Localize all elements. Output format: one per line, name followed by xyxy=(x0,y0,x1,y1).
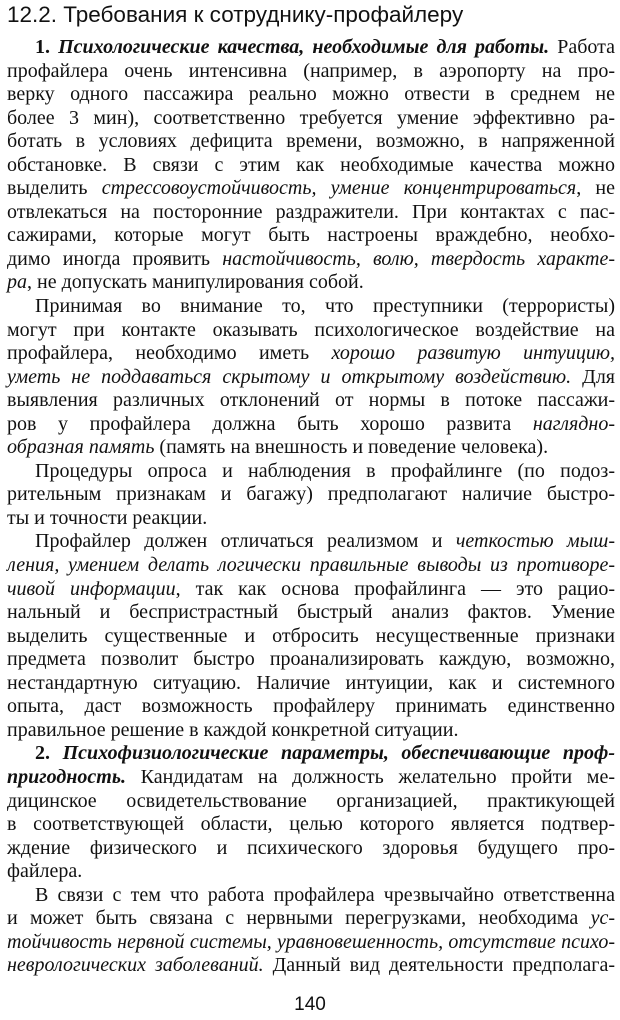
text-line xyxy=(7,483,615,507)
text-run: Работа xyxy=(549,36,615,58)
text-run: четкостью мыш- xyxy=(455,530,615,553)
text-line xyxy=(7,884,615,908)
text-run: ты и точности реакции. xyxy=(7,506,208,529)
text-line xyxy=(7,766,615,790)
text-line xyxy=(7,578,615,602)
text-run: , не xyxy=(576,177,615,200)
text-line xyxy=(7,554,615,578)
text-run: (память на внешность и поведение человека). xyxy=(154,436,549,459)
text-line xyxy=(7,366,615,390)
text-run: уметь не поддаваться скрытому и открытому воздействию. xyxy=(7,365,572,388)
text-line xyxy=(7,954,615,978)
text-run: Профайлер должен отличаться реализмом и xyxy=(35,530,456,553)
text-line xyxy=(7,860,615,884)
text-run: стрессовоустойчивость, умение концентрироваться xyxy=(101,177,577,200)
text-run: профайлера очень интенсивна (например, в аэропорту на про- xyxy=(7,59,615,82)
text-line xyxy=(7,790,615,814)
text-line xyxy=(7,625,615,649)
text-run: более 3 мин), соответственно требуется умение эффективно ра- xyxy=(7,106,615,129)
text-run: профайлера, необходимо иметь xyxy=(7,342,332,365)
text-line xyxy=(7,295,615,319)
text-run: димо иногда проявить xyxy=(7,247,223,270)
text-line xyxy=(7,695,615,719)
body-text xyxy=(7,36,615,978)
text-line xyxy=(7,154,615,178)
text-run: наглядно- xyxy=(532,412,615,435)
text-line xyxy=(7,248,615,272)
text-run: ус- xyxy=(590,907,615,930)
text-run: в соответствующей области, целью которого является подтвер- xyxy=(7,813,615,836)
text-run: , так как основа профайлинга — это рацио- xyxy=(175,577,615,600)
text-line xyxy=(7,907,615,931)
text-line xyxy=(7,460,615,484)
text-run: ждение физического и психического здоровья будущего про- xyxy=(7,836,615,859)
text-line xyxy=(7,177,615,201)
text-run: В связи с тем что работа профайлера чрезвычайно ответственна xyxy=(35,883,615,906)
text-run: выявления различных отклонений от нормы в потоке пассажи- xyxy=(7,389,615,412)
text-line xyxy=(7,601,615,625)
text-line xyxy=(7,413,615,437)
text-line xyxy=(7,837,615,861)
text-run: 2. xyxy=(35,742,63,765)
text-line xyxy=(7,507,615,531)
text-line xyxy=(7,389,615,413)
text-line xyxy=(7,813,615,837)
text-run: тойчивость нервной системы, уравновешенность, отсутствие психо- xyxy=(7,930,615,953)
text-line xyxy=(7,931,615,955)
text-line xyxy=(7,342,615,366)
text-line xyxy=(7,742,615,766)
text-run: ботать в условиях дефицита времени, возможно, в напряженной xyxy=(7,130,615,153)
text-line xyxy=(7,271,615,295)
text-run: дицинское освидетельствование организацией, практикующей xyxy=(7,789,615,812)
text-run: файлера. xyxy=(7,860,83,883)
text-run: неврологических заболеваний. xyxy=(7,954,264,977)
text-run: отвлекаться на посторонние раздражители. При контактах с пас- xyxy=(7,200,615,223)
text-run: Данный вид деятельности предполага- xyxy=(263,954,615,977)
text-line xyxy=(7,83,615,107)
text-run: нестандартную ситуацию. Наличие интуиции, как и системного xyxy=(7,671,615,694)
text-run: обстановке. В связи с этим как необходимые качества можно xyxy=(7,153,615,176)
text-run: Кандидатам на должность желательно пройти ме- xyxy=(125,765,615,788)
text-run: Психологические качества, необходимые для работы. xyxy=(58,36,550,58)
text-run: образная память xyxy=(7,436,155,459)
text-line xyxy=(7,530,615,554)
text-run: опыта, даст возможность профайлеру принимать единственно xyxy=(7,695,615,718)
text-line xyxy=(7,36,615,60)
text-run: могут при контакте оказывать психологическое воздействие на xyxy=(7,318,615,341)
text-run: хорошо развитую интуицию, xyxy=(331,342,615,365)
text-run: и может быть связана с нервными перегрузками, необходима xyxy=(7,907,591,930)
text-line xyxy=(7,672,615,696)
text-run: Для xyxy=(571,365,615,388)
text-run: верку одного пассажира реально можно отвести в среднем не xyxy=(7,83,615,106)
text-run: рительным признакам и багажу) предполагают наличие быстро- xyxy=(7,483,615,506)
text-run: выделить существенные и отбросить несущественные признаки xyxy=(7,624,615,647)
text-line xyxy=(7,60,615,84)
text-run: ра xyxy=(7,271,27,294)
text-run: Психофизиологические параметры, обеспечивающие проф- xyxy=(62,742,615,765)
section-heading: 12.2. Требования к сотруднику-профайлеру xyxy=(7,2,464,27)
text-run: нальный и беспристрастный быстрый анализ фактов. Умение xyxy=(7,601,615,624)
text-line xyxy=(7,648,615,672)
text-run: ров у профайлера должна быть хорошо развита xyxy=(7,412,533,435)
text-run: Процедуры опроса и наблюдения в профайлинге (по подоз- xyxy=(35,459,615,482)
text-run: правильное решение в каждой конкретной ситуации. xyxy=(7,718,459,741)
text-line xyxy=(7,436,615,460)
text-run: 1. xyxy=(35,36,59,58)
text-line xyxy=(7,130,615,154)
text-run: настойчивость, волю, твердость характе- xyxy=(222,247,615,270)
text-line xyxy=(7,319,615,343)
text-run: чивой информации xyxy=(7,577,176,600)
text-run: Принимая во внимание то, что преступники (террористы) xyxy=(35,295,615,318)
text-run: ления, умением делать логически правильные выводы из противоре- xyxy=(7,554,615,577)
text-run: , не допускать манипулирования собой. xyxy=(27,271,364,294)
text-run: пригодность. xyxy=(7,765,126,788)
text-run: сажирами, которые могут быть настроены враждебно, необхо- xyxy=(7,224,615,247)
text-line xyxy=(7,107,615,131)
text-line xyxy=(7,224,615,248)
text-line xyxy=(7,719,615,743)
text-run: предмета позволит быстро проанализировать каждую, возможно, xyxy=(7,648,615,671)
page-number: 140 xyxy=(294,994,326,1015)
text-run: выделить xyxy=(7,177,102,200)
text-line xyxy=(7,201,615,225)
